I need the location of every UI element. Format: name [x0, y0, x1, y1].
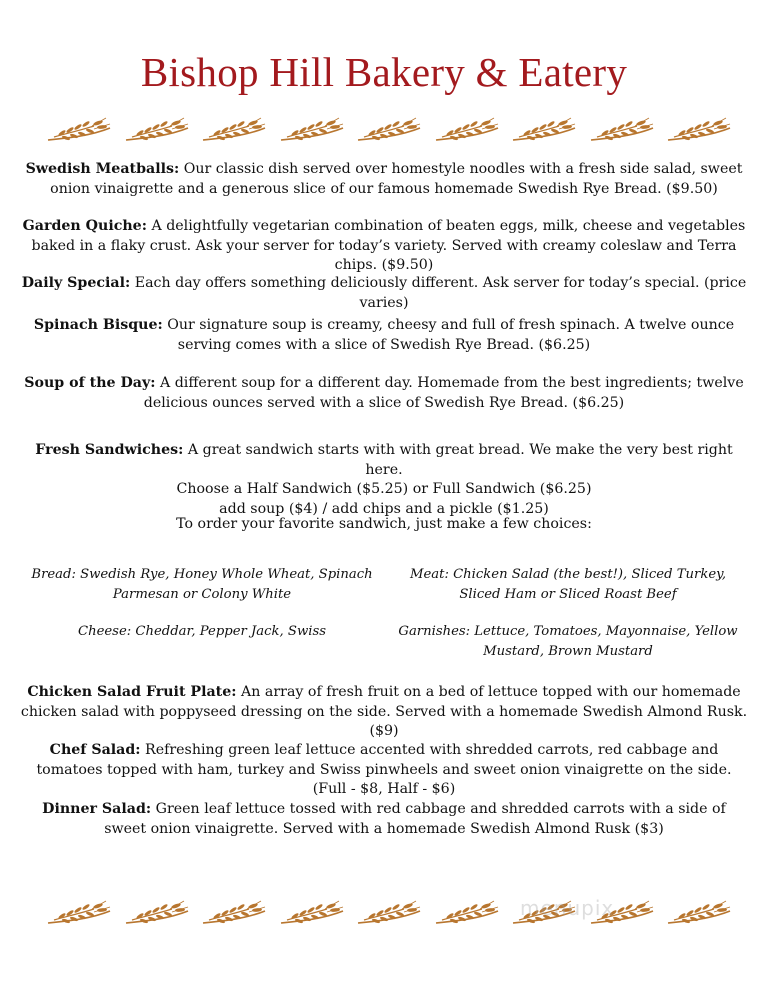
menu-item-daily-special	[20, 274, 748, 313]
sandwich-price-line: Choose a Half Sandwich ($5.25) or Full Sandwich ($6.25)	[176, 481, 592, 497]
wheat-stalk-icon	[664, 114, 734, 144]
page-title: Bishop Hill Bakery & Eatery	[140, 49, 628, 95]
wheat-stalk-icon	[277, 114, 347, 144]
wheat-stalk-icon	[354, 897, 424, 927]
item-description: Refreshing green leaf lettuce accented with shredded carrots, red cabbage and tomatoes topped with ham, turkey and Swiss pinwheels and sweet onion vinaigrette on the side. (Full - $8, Half - $6)	[36, 742, 732, 797]
wheat-stalk-icon	[199, 897, 269, 927]
menu-item-chef-salad	[20, 741, 748, 800]
wheat-stalk-icon	[122, 114, 192, 144]
sandwich-meat-options: Meat: Chicken Salad (the best!), Sliced Turkey, Sliced Ham or Sliced Roast Beef	[409, 567, 727, 602]
wheat-stalk-icon	[44, 897, 114, 927]
wheat-stalk-icon	[432, 897, 502, 927]
item-description: A different soup for a different day. Homemade from the best ingredients; twelve delicious ounces served with a slice of Swedish Rye Bread. ($6.25)	[143, 375, 744, 411]
menu-item-garden-quiche	[20, 217, 748, 276]
item-name: Soup of the Day:	[24, 375, 156, 391]
wheat-divider-top	[44, 114, 734, 144]
item-name: Chicken Salad Fruit Plate:	[27, 684, 237, 700]
wheat-stalk-icon	[354, 114, 424, 144]
item-description: Each day offers something deliciously different. Ask server for today’s special. (price varies)	[130, 275, 747, 311]
item-description: An array of fresh fruit on a bed of lettuce topped with our homemade chicken salad with poppyseed dressing on the side. Served with a homemade Swedish Almond Rusk. ($9)	[20, 684, 748, 739]
item-description: A great sandwich starts with with great bread. We make the very best right here.	[183, 442, 733, 478]
wheat-stalk-icon	[509, 114, 579, 144]
menu-item-fresh-sandwiches	[20, 441, 748, 519]
watermark: menupix	[520, 896, 615, 920]
menu-item-swedish-meatballs	[20, 160, 748, 199]
item-name: Daily Special:	[21, 275, 131, 291]
wheat-stalk-icon	[432, 114, 502, 144]
menu-item-dinner-salad	[20, 800, 748, 839]
wheat-stalk-icon	[199, 114, 269, 144]
menu-item-chicken-salad-fruit-plate	[20, 683, 748, 742]
menu-item-soup-of-the-day	[20, 374, 748, 413]
sandwich-order-note: To order your favorite sandwich, just make a few choices:	[176, 516, 592, 532]
menu-item-spinach-bisque	[20, 316, 748, 355]
item-name: Chef Salad:	[49, 742, 141, 758]
item-name: Spinach Bisque:	[33, 317, 163, 333]
item-description: Our classic dish served over homestyle noodles with a fresh side salad, sweet onion vinaigrette and a generous slice of our famous homemade Swedish Rye Bread. ($9.50)	[50, 161, 743, 197]
sandwich-garnish-options: Garnishes: Lettuce, Tomatoes, Mayonnaise, Yellow Mustard, Brown Mustard	[398, 624, 738, 659]
item-name: Garden Quiche:	[22, 218, 147, 234]
item-description: A delightfully vegetarian combination of beaten eggs, milk, cheese and vegetables baked in a flaky crust. Ask your server for today’s variety. Served with creamy coleslaw and Terra chips. ($9.50)	[31, 218, 746, 273]
item-name: Dinner Salad:	[42, 801, 152, 817]
wheat-stalk-icon	[277, 897, 347, 927]
sandwich-cheese-options: Cheese: Cheddar, Pepper Jack, Swiss	[77, 624, 327, 639]
wheat-stalk-icon	[44, 114, 114, 144]
sandwich-addon-line: add soup ($4) / add chips and a pickle ($1.25)	[219, 500, 549, 517]
sandwich-bread-options: Bread: Swedish Rye, Honey Whole Wheat, Spinach Parmesan or Colony White	[31, 567, 373, 602]
item-name: Fresh Sandwiches:	[35, 442, 184, 458]
item-description: Green leaf lettuce tossed with red cabbage and shredded carrots with a side of sweet onion vinaigrette. Served with a homemade Swedish Almond Rusk ($3)	[104, 801, 726, 837]
item-name: Swedish Meatballs:	[25, 161, 180, 177]
item-description: Our signature soup is creamy, cheesy and full of fresh spinach. A twelve ounce serving comes with a slice of Swedish Rye Bread. ($6.25)	[162, 317, 735, 353]
wheat-stalk-icon	[587, 114, 657, 144]
wheat-stalk-icon	[122, 897, 192, 927]
